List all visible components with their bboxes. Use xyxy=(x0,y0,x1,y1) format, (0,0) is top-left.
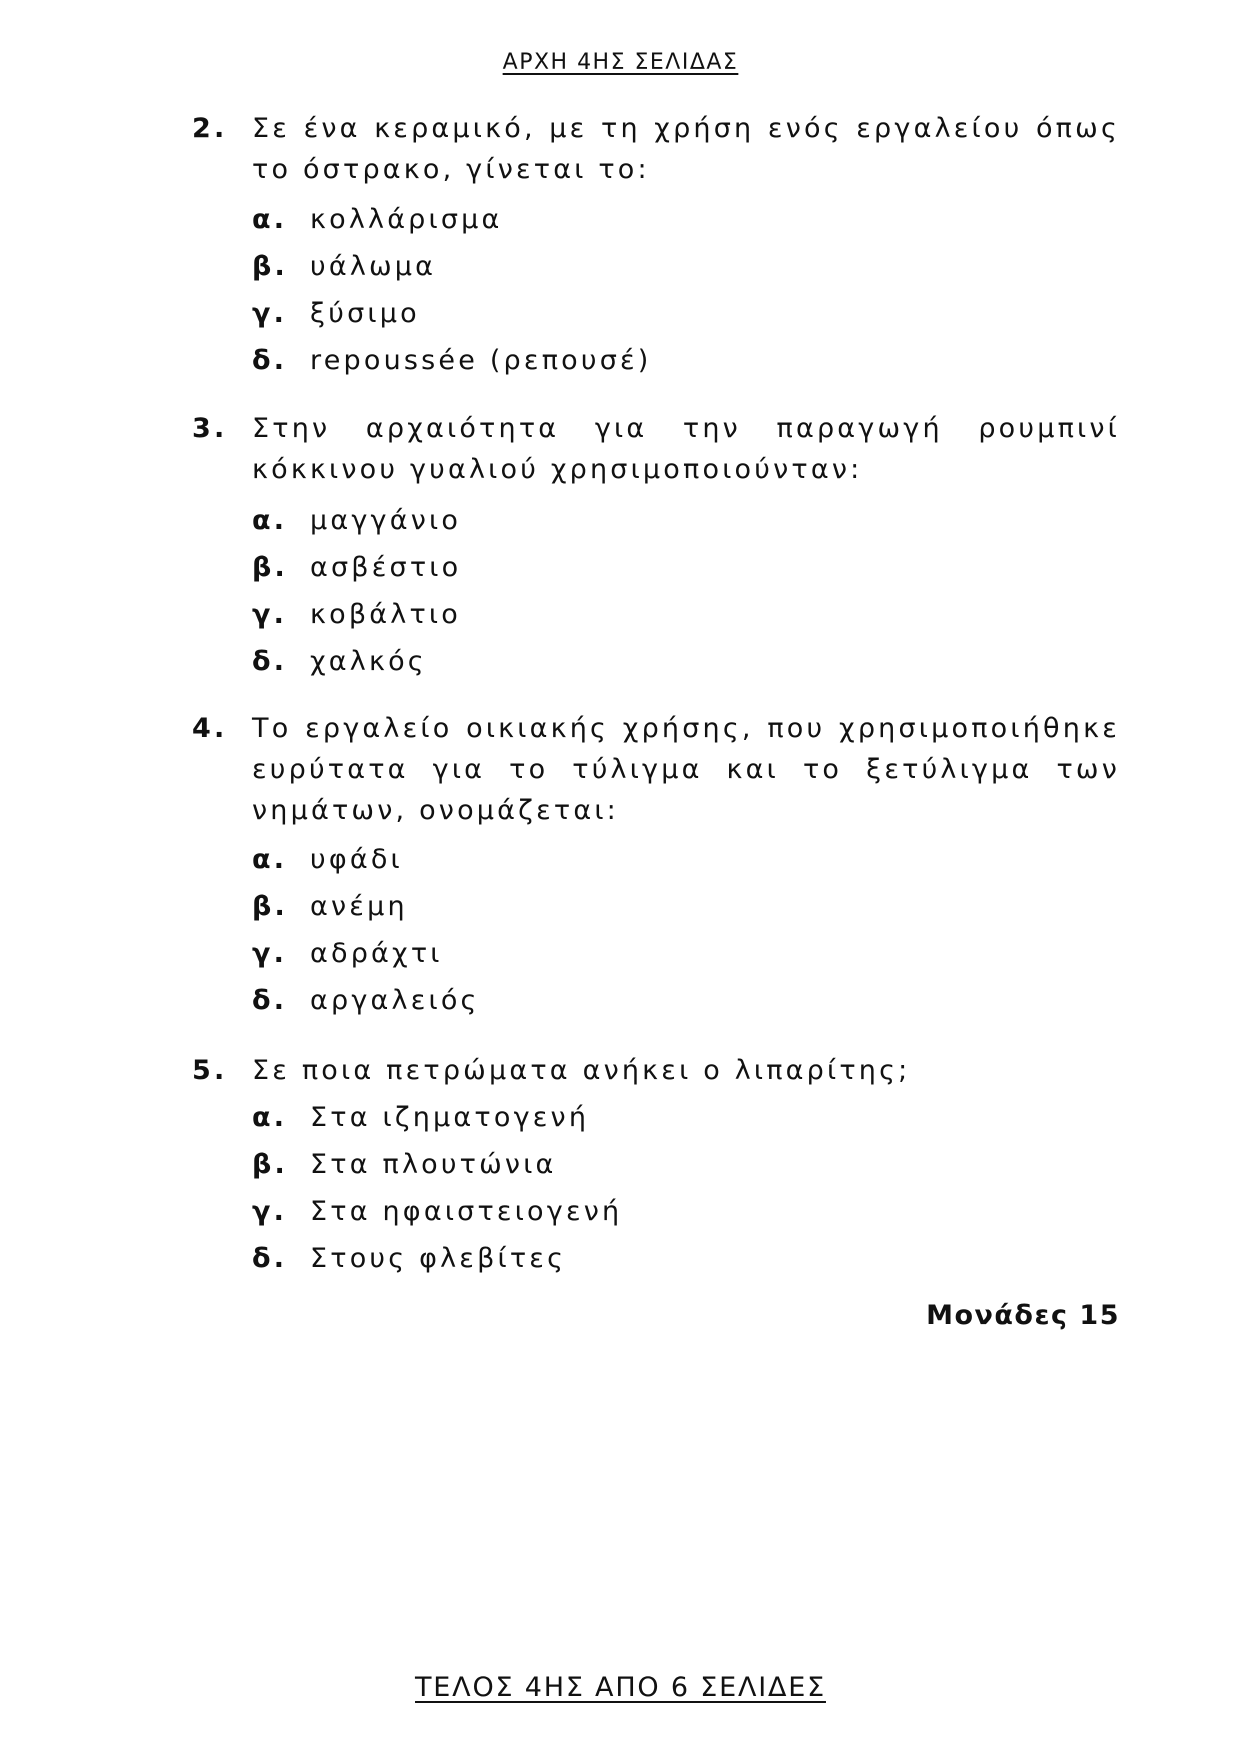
option-text: μαγγάνιο xyxy=(310,505,462,536)
option xyxy=(252,930,480,977)
option-text: Στα ηφαιστειογενή xyxy=(310,1196,623,1227)
option-text: ανέμη xyxy=(310,891,408,922)
option-label: β. xyxy=(252,1149,288,1180)
options-3 xyxy=(252,497,461,685)
option-text: Στους φλεβίτες xyxy=(310,1243,567,1274)
option xyxy=(252,1235,622,1282)
question-number: 3. xyxy=(192,413,228,444)
option xyxy=(252,337,652,384)
option xyxy=(252,836,480,883)
option xyxy=(252,591,461,638)
option-label: β. xyxy=(252,891,288,922)
option-label: γ. xyxy=(252,938,288,969)
option xyxy=(252,1094,622,1141)
option xyxy=(252,977,480,1024)
page-header xyxy=(0,50,1241,75)
option-text: αργαλειός xyxy=(310,985,480,1016)
option-text: Στα ιζηματογενή xyxy=(310,1102,590,1133)
option-text: υφάδι xyxy=(310,844,403,875)
page-footer xyxy=(0,1672,1241,1703)
option-label: δ. xyxy=(252,646,288,677)
option-text: ασβέστιο xyxy=(310,552,462,583)
question-stem: Σε ποια πετρώματα ανήκει ο λιπαρίτης; xyxy=(252,1055,911,1086)
option-label: δ. xyxy=(252,345,288,376)
option-label: δ. xyxy=(252,985,288,1016)
option xyxy=(252,544,461,591)
option-label: γ. xyxy=(252,298,288,329)
option-label: α. xyxy=(252,844,288,875)
option-label: α. xyxy=(252,1102,288,1133)
option xyxy=(252,196,652,243)
options-5 xyxy=(252,1094,622,1282)
option-text: κοβάλτιο xyxy=(310,599,461,630)
option-text: υάλωμα xyxy=(310,251,437,282)
option xyxy=(252,243,652,290)
question-stem: Το εργαλείο οικιακής χρήσης, που χρησιμοποιήθηκε ευρύτατα για το τύλιγμα και το ξετύλιγμα των νημάτων, ονομάζεται: xyxy=(252,713,1120,826)
options-2 xyxy=(252,196,652,384)
question-number: 4. xyxy=(192,713,228,744)
footer-text: ΤΕΛΟΣ 4ΗΣ ΑΠΟ 6 ΣΕΛΙΔΕΣ xyxy=(415,1672,826,1703)
option-label: δ. xyxy=(252,1243,288,1274)
option-text: αδράχτι xyxy=(310,938,443,969)
option-text: χαλκός xyxy=(310,646,427,677)
options-4 xyxy=(252,836,480,1024)
option-label: γ. xyxy=(252,1196,288,1227)
option xyxy=(252,290,652,337)
option-label: α. xyxy=(252,204,288,235)
question-stem: Σε ένα κεραμικό, με τη χρήση ενός εργαλείου όπως το όστρακο, γίνεται το: xyxy=(252,113,1120,185)
option-label: γ. xyxy=(252,599,288,630)
option xyxy=(252,1188,622,1235)
question-stem: Στην αρχαιότητα για την παραγωγή ρουμπινί κόκκινου γυαλιού χρησιμοποιούνταν: xyxy=(252,413,1120,485)
question-5 xyxy=(192,1050,1120,1091)
question-3 xyxy=(192,408,1120,490)
option xyxy=(252,497,461,544)
question-4 xyxy=(192,708,1120,831)
question-number: 2. xyxy=(192,113,228,144)
option-text: repoussée (ρεπουσέ) xyxy=(310,345,652,376)
option xyxy=(252,638,461,685)
option xyxy=(252,1141,622,1188)
header-text: ΑΡΧΗ 4ΗΣ ΣΕΛΙΔΑΣ xyxy=(502,50,739,75)
option-label: α. xyxy=(252,505,288,536)
option-text: ξύσιμο xyxy=(310,298,420,329)
option-label: β. xyxy=(252,251,288,282)
question-number: 5. xyxy=(192,1055,228,1086)
option-text: κολλάρισμα xyxy=(310,204,503,235)
question-2 xyxy=(192,108,1120,190)
option xyxy=(252,883,480,930)
option-label: β. xyxy=(252,552,288,583)
score-label: Μονάδες 15 xyxy=(926,1300,1120,1331)
option-text: Στα πλουτώνια xyxy=(310,1149,557,1180)
